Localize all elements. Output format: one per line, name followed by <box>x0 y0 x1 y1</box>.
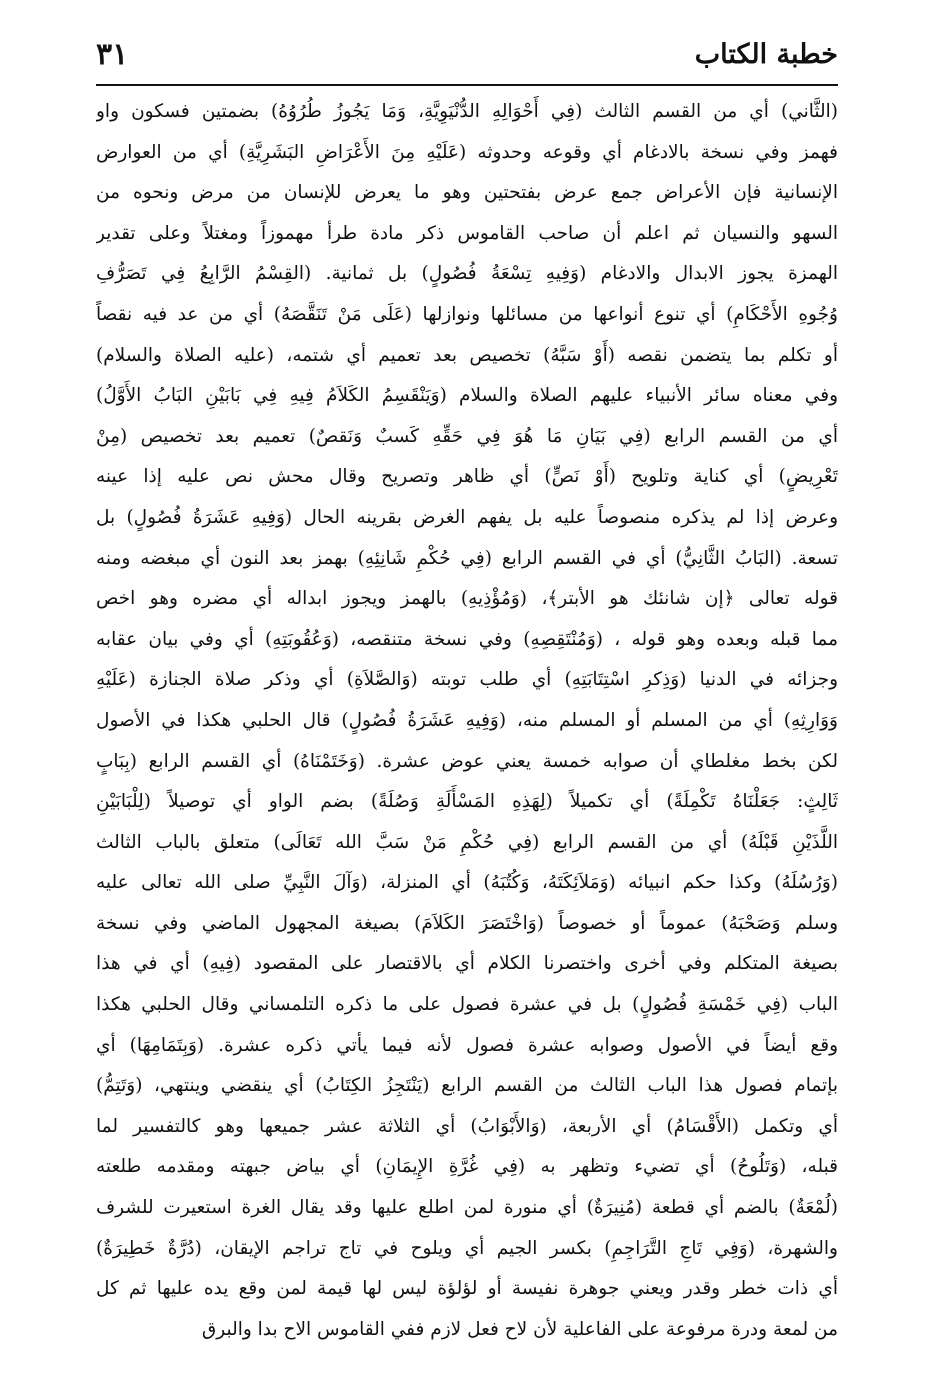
text-line: فهمز وفي نسخة بالادغام أي وقوعه وحدوثه (عَلَيْهِ مِنَ الأَعْرَاضِ البَشَرِيَّةِ) أي من العوارض <box>96 141 838 163</box>
text-line: ثَالِثٍ: جَعَلْنَاهُ تَكْمِلَةً) أي تكميلاً (لِهَذِهِ المَسْأَلَةِ وَصُلَةً) بضم الواو أي توصيلاً (لِلْبَابَيْنِ <box>96 791 838 813</box>
text-line: والشهرة، (وَفِي تَاجِ التَّرَاجِمِ) بكسر الجيم أي ويلوح في تاج تراجم الإيقان، (دُرَّةٌ خَطِيرَةٌ) <box>96 1237 838 1259</box>
text-line: وجزائه في الدنيا (وَذِكرِ اسْتِتَابَتِهِ) أي طلب توبته (وَالصَّلاَةِ) أي وذكر صلاة الجنازة (عَلَيْهِ <box>96 669 838 691</box>
text-line: وسلم وَصَحْبَهُ) عموماً أو خصوصاً (وَاخْتَصَرَ الكَلاَمَ) بصيغة المجهول الماضي وفي نسخة <box>96 912 838 934</box>
text-line: الهمزة يجوز الابدال والادغام (وَفِيهِ تِسْعَةُ فُصُولٍ) بل ثمانية. (القِسْمُ الرَّابِعُ فِي تَصَرُّفِ <box>96 263 838 285</box>
text-line: وُجُوهِ الأَحْكَامِ) أي تنوع أنواعها من مسائلها ونوازلها (عَلَى مَنْ تَنَقَّصَهُ) أي من عد فيه نقصاً <box>96 303 838 325</box>
text-line: اللَّذَيْنِ قَبْلَهُ) أي من القسم الرابع (فِي حُكْمِ مَنْ سَبَّ الله تَعَالَى) متعلق بالباب الثالث <box>96 831 838 853</box>
text-line: (لُمْعَةٌ) بالضم أي قطعة (مُنِيرَةٌ) أي منورة لمن اطلع عليها وقد يقال الغرة استعيرت للشرف <box>96 1197 838 1219</box>
text-line: أي وتكمل (الأَقْسَامُ) أي الأربعة، (وَالأَبْوَابُ) أي الثلاثة عشر جميعها وهو كالتفسير لما <box>96 1115 838 1137</box>
body-text <box>96 92 838 1350</box>
text-line: تسعة. (البَابُ الثَّانِيُّ) أي في القسم الرابع (فِي حُكْمِ شَانِئِهِ) بهمز بعد النون أي مبغضه ومنه <box>96 547 838 569</box>
text-line: مما قبله وبعده وهو قوله ، (وَمُنْتَقِصِهِ) وفي نسخة متنقصه، (وَعُقُوبَتِهِ) أي وفي بيان عقابه <box>96 628 838 650</box>
text-line: تَعْرِيضٍ) أي كناية وتلويح (أَوْ نَصٍّ) أي ظاهر وتصريح وقال محش نص عليه إذا عينه <box>96 466 838 488</box>
text-line: السهو والنسيان ثم اعلم أن صاحب القاموس ذكر مادة طرأ مهموزاً ومغتلاً وعلى تقدير <box>96 222 838 244</box>
text-line: أو تكلم بما يتضمن نقصه (أَوْ سَبَّهُ) تخصيص بعد تعميم أي شتمه، (عليه الصلاة والسلام) <box>96 344 838 366</box>
text-line: الإنسانية فإن الأعراض جمع عرض بفتحتين وهو ما يعرض للإنسان من مرض ونحوه من <box>96 182 838 204</box>
page-number: ٣١ <box>96 36 129 72</box>
text-line: (الثَّاني) أي من القسم الثالث (فِي أَحْوَالِهِ الدُّنْيَوِيَّةِ، وَمَا يَجُوزُ طُرُوُهُ) بضمتين فسكون واو <box>96 101 838 122</box>
text-line: قوله تعالى ﴿إن شانئك هو الأبتر﴾، (وَمُؤْذِيهِ) بالهمز ويجوز ابداله أي مضره وهو اخص <box>96 588 838 610</box>
text-line: بإتمام فصول هذا الباب الثالث من القسم الرابع (يَنْتَجِزُ الكِتَابُ) أي ينقضي وينتهي، (وَتَتِمُّ) <box>96 1075 838 1097</box>
page-header <box>96 30 838 78</box>
text-line: أي من القسم الرابع (فِي بَيَانِ مَا هُوَ فِي حَقِّهِ كَسبٌ وَنَقصٌ) تعميم بعد تخصيص (مِنْ <box>96 425 838 447</box>
text-line: لكن بخط مغلطاي أن صوابه خمسة يعني عوض عشرة. (وَخَتَمْنَاهُ) أي القسم الرابع (بِبَابٍ <box>96 750 838 772</box>
text-line: أي ذات خطر وقدر ويعني جوهرة نفيسة أو لؤلؤة ليس لها قيمة لمن وقع يده عليها ثم كل <box>96 1278 838 1300</box>
text-line: من لمعة ودرة مرفوعة على الفاعلية لأن لاح فعل لازم ففي القاموس الاح بدا والبرق <box>201 1318 838 1340</box>
text-line: وقع أيضاً في الأصول وصوابه عشرة فصول لأنه فيما يأتي ذكره عشرة. (وَبِتَمَامِهَا) أي <box>96 1034 838 1056</box>
text-line: قبله، (وَتَلُوحُ) أي تضيء وتظهر به (فِي غُرَّةِ الإِيمَانِ) أي بياض جبهته ومقدمه طلعته <box>96 1156 838 1178</box>
text-line: الباب (فِي خَمْسَةِ فُصُولٍ) بل في عشرة فصول على ما ذكره التلمساني وقال الحلبي هكذا <box>96 994 838 1016</box>
text-line: (وَرُسُلَهُ) وكذا حكم انبيائه (وَمَلاَئِكَتَهُ، وَكُتُبَهُ) أي المنزلة، (وَآلَ النَّبِيِّ صلى الله تعالى عليه <box>96 872 838 894</box>
text-line: بصيغة المتكلم وفي أخرى واختصرنا الكلام أي بالاقتصار على المقصود (فِيهِ) أي في هذا <box>96 953 838 975</box>
header-rule <box>96 84 838 86</box>
text-line: وفي معناه سائر الأنبياء عليهم الصلاة والسلام (وَيَنْقَسِمُ الكَلاَمُ فِيهِ فِي بَابَيْنِ البَابُ الأَوَّلُ) <box>96 385 838 407</box>
text-line: وعرض إذا لم يذكره منصوصاً عليه بل يفهم الغرض بقرينه الحال (وَفِيهِ عَشَرَةُ فُصُولٍ) بل <box>96 506 838 528</box>
running-title: خطبة الكتاب <box>694 38 838 70</box>
text-line: وَوَارِثِهِ) أي من المسلم أو المسلم منه، (وَفِيهِ عَشَرَةُ فُصُولٍ) قال الحلبي هكذا في الأصول <box>96 709 838 731</box>
